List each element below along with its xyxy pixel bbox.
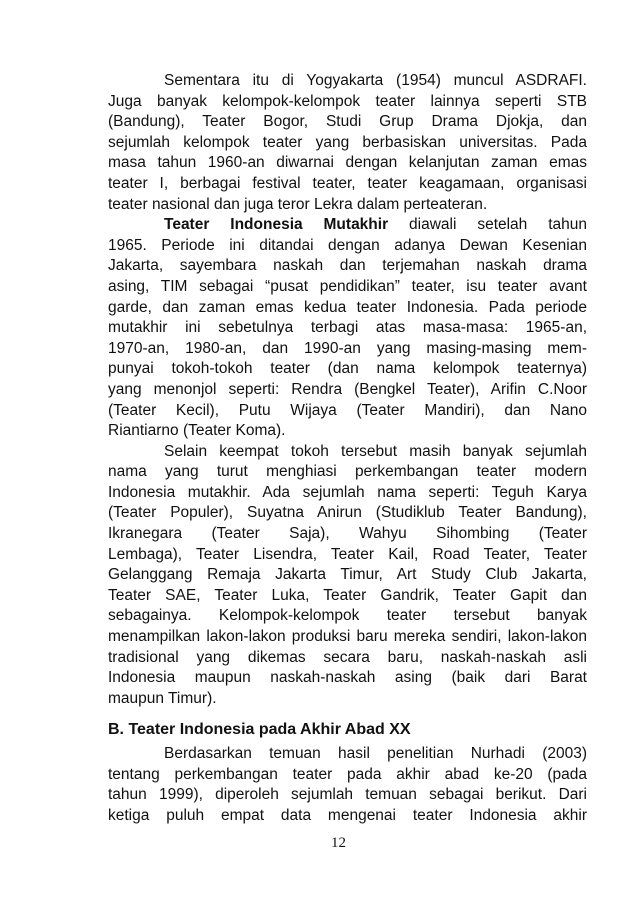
text-line: [108, 215, 587, 236]
text-line: yang menonjol seperti: Rendra (Bengkel Teater), Arifin C.Noor: [108, 380, 587, 398]
text-line: nama yang turut menghiasi perkembangan teater modern: [108, 463, 587, 481]
text-line: menampilkan lakon-lakon produksi baru mereka sendiri, lakon-lakon: [108, 628, 587, 646]
text-line: Lembaga), Teater Lisendra, Teater Kail, Road Teater, Teater: [108, 545, 587, 563]
paragraph: [108, 744, 587, 826]
text-line: teater I, berbagai festival teater, teater keagamaan, organisasi: [108, 174, 587, 192]
text-line: tentang perkembangan teater pada akhir abad ke-20 (pada: [108, 765, 587, 783]
text-line: Selain keempat tokoh tersebut masih banyak sejumlah: [164, 442, 587, 460]
text-fragment: diawali setelah tahun: [409, 216, 587, 234]
paragraph: [108, 442, 587, 710]
text-line: tahun 1999), diperoleh sejumlah temuan sebagai berikut. Dari: [108, 786, 587, 804]
text-line: ketiga puluh empat data mengenai teater Indonesia akhir: [108, 806, 587, 824]
text-line: Sementara itu di Yogyakarta (1954) muncul ASDRAFI.: [164, 72, 587, 89]
text-line: Jakarta, sayembara naskah dan terjemahan naskah drama: [108, 257, 587, 275]
text-line: Teater SAE, Teater Luka, Teater Gandrik, Teater Gapit dan: [108, 586, 587, 604]
text-line: 1970-an, 1980-an, dan 1990-an yang masing-masing mem-: [108, 339, 587, 357]
text-line: mutakhir ini sebetulnya terbagi atas masa-masa: 1965-an,: [108, 319, 587, 337]
text-line: Ikranegara (Teater Saja), Wahyu Sihombing (Teater: [108, 525, 587, 543]
text-line: Juga banyak kelompok-kelompok teater lainnya seperti STB: [108, 92, 587, 110]
paragraph: [108, 71, 587, 215]
text-line: Berdasarkan temuan hasil penelitian Nurhadi (2003): [164, 745, 587, 762]
text-line: teater nasional dan juga teror Lekra dalam perteateran.: [108, 195, 488, 213]
text-line: (Teater Kecil), Putu Wijaya (Teater Mandiri), dan Nano: [108, 401, 587, 419]
text-line: Indonesia maupun naskah-naskah asing (baik dari Barat: [108, 669, 587, 687]
text-line: 1965. Periode ini ditandai dengan adanya Dewan Kesenian: [108, 236, 587, 254]
text-line: garde, dan zaman emas kedua teater Indonesia. Pada periode: [108, 298, 587, 316]
text-line: sejumlah kelompok teater yang berbasiskan universitas. Pada: [108, 133, 587, 151]
section-heading: B. Teater Indonesia pada Akhir Abad XX: [108, 721, 411, 739]
text-line: maupun Timur).: [108, 689, 217, 707]
text-line: (Teater Populer), Suyatna Anirun (Studiklub Teater Bandung),: [108, 504, 587, 522]
bold-term: Teater Indonesia Mutakhir: [164, 216, 389, 234]
text-line: masa tahun 1960-an diwarnai dengan kelanjutan zaman emas: [108, 154, 587, 172]
text-line: Indonesia mutakhir. Ada sejumlah nama seperti: Teguh Karya: [108, 483, 587, 501]
text-line: (Bandung), Teater Bogor, Studi Grup Drama Djokja, dan: [108, 113, 587, 131]
paragraph: [108, 215, 587, 442]
text-line: sebagainya. Kelompok-kelompok teater tersebut banyak: [108, 607, 587, 625]
text-line: tradisional yang dikemas secara baru, naskah-naskah asli: [108, 648, 587, 666]
page-number: 12: [331, 835, 346, 851]
text-line: Riantiarno (Teater Koma).: [108, 422, 286, 440]
body-text: [108, 71, 587, 826]
text-line: asing, TIM sebagai “pusat pendidikan” teater, isu teater avant: [108, 277, 587, 295]
text-line: Gelanggang Remaja Jakarta Timur, Art Study Club Jakarta,: [108, 566, 587, 584]
text-line: punyai tokoh-tokoh teater (dan nama kelompok teaternya): [108, 360, 587, 378]
